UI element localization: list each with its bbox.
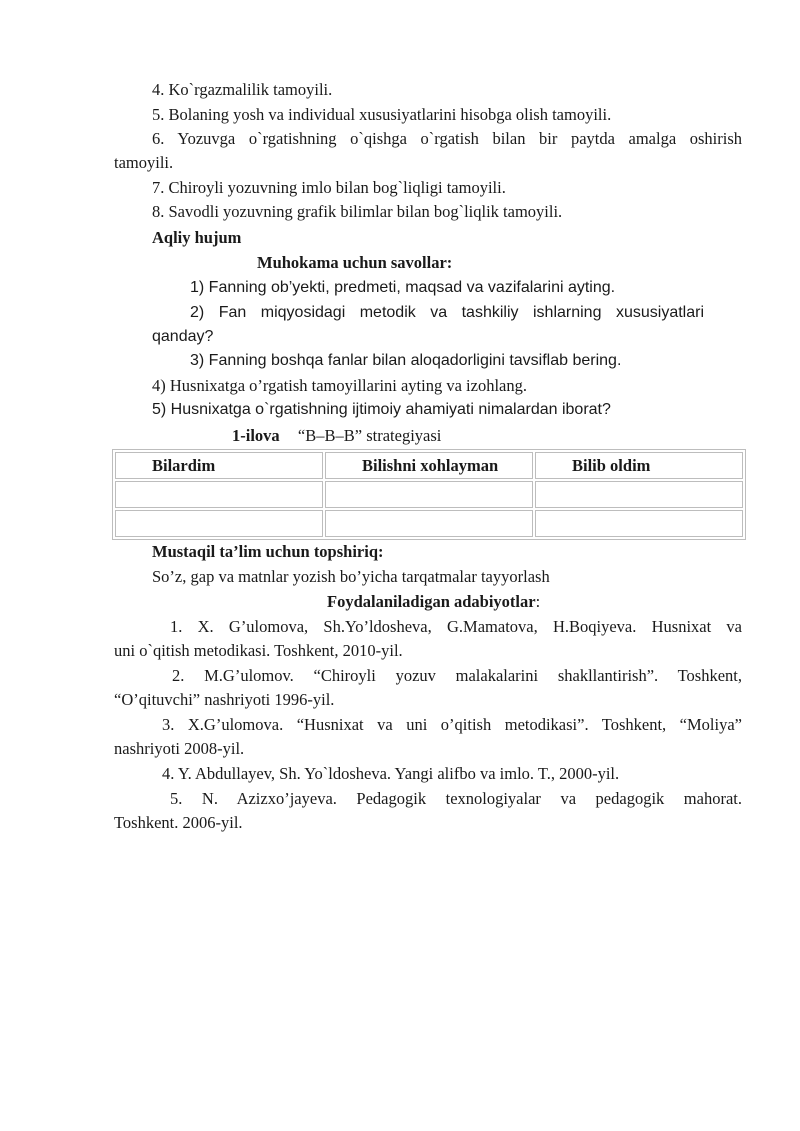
table-cell <box>115 510 323 537</box>
aqliy-hujum-heading: Aqliy hujum <box>152 228 242 247</box>
table-cell <box>535 481 743 508</box>
table-header-row <box>115 452 743 479</box>
principle-6-cont: tamoyili. <box>114 153 174 172</box>
mustaqil-text: So’z, gap va matnlar yozish bo’yicha tarqatmalar tayyorlash <box>152 567 550 586</box>
principle-8: 8. Savodli yozuvning grafik bilimlar bilan bog`liqlik tamoyili. <box>152 202 563 221</box>
header-bilishni-xohlayman: Bilishni xohlayman <box>325 452 533 479</box>
ilova-title: “B–B–B” strategiyasi <box>297 426 442 445</box>
ilova-line <box>232 426 441 446</box>
question-4: 4) Husnixatga o’rgatish tamoyillarini ayting va izohlang. <box>152 376 527 395</box>
references-heading-colon: : <box>535 592 541 611</box>
ilova-label: 1-ilova <box>232 426 280 445</box>
question-2: 2) Fan miqyosidagi metodik va tashkiliy ishlarning xususiyatlari <box>190 304 704 321</box>
reference-3-cont: nashriyoti 2008-yil. <box>114 739 245 758</box>
header-bilib-oldim: Bilib oldim <box>535 452 743 479</box>
reference-1-cont: uni o`qitish metodikasi. Toshkent, 2010-yil. <box>114 641 403 660</box>
reference-4: 4. Y. Abdullayev, Sh. Yo`ldosheva. Yangi alifbo va imlo. T., 2000-yil. <box>162 764 620 783</box>
references-heading: Foydalaniladigan adabiyotlar <box>327 592 536 611</box>
question-1: 1) Fanning ob’yekti, predmeti, maqsad va vazifalarini ayting. <box>190 279 616 296</box>
table-row <box>115 481 743 508</box>
table-cell <box>535 510 743 537</box>
principle-6: 6. Yozuvga o`rgatishning o`qishga o`rgatish bilan bir paytda amalga oshirish <box>152 129 742 148</box>
table-cell <box>115 481 323 508</box>
table-cell <box>325 481 533 508</box>
question-3: 3) Fanning boshqa fanlar bilan aloqadorligini tavsiflab bering. <box>190 352 622 369</box>
table-cell <box>325 510 533 537</box>
reference-5: 5. N. Azizxo’jayeva. Pedagogik texnologiyalar va pedagogik mahorat. <box>170 789 742 808</box>
reference-3: 3. X.G’ulomova. “Husnixat va uni o’qitish metodikasi”. Toshkent, “Moliya” <box>162 715 742 734</box>
references-heading-line <box>327 592 540 612</box>
principle-4: 4. Ko`rgazmalilik tamoyili. <box>152 80 333 99</box>
questions-heading: Muhokama uchun savollar: <box>257 253 453 272</box>
principle-7: 7. Chiroyli yozuvning imlo bilan bog`liqligi tamoyili. <box>152 178 506 197</box>
reference-2: 2. M.G’ulomov. “Chiroyli yozuv malakalarini shakllantirish”. Toshkent, <box>172 666 742 685</box>
table-row <box>115 510 743 537</box>
reference-2-cont: “O’qituvchi” nashriyoti 1996-yil. <box>114 690 335 709</box>
question-5: 5) Husnixatga o`rgatishning ijtimoiy ahamiyati nimalardan iborat? <box>152 401 611 418</box>
question-2-cont: qanday? <box>152 328 214 345</box>
reference-1: 1. X. G’ulomova, Sh.Yo’ldosheva, G.Mamatova, H.Boqiyeva. Husnixat va <box>170 617 742 636</box>
principle-5: 5. Bolaning yosh va individual xususiyatlarini hisobga olish tamoyili. <box>152 105 612 124</box>
header-bilardim: Bilardim <box>115 452 323 479</box>
reference-5-cont: Toshkent. 2006-yil. <box>114 813 243 832</box>
bbb-table <box>112 449 746 540</box>
mustaqil-heading: Mustaqil ta’lim uchun topshiriq: <box>152 542 384 561</box>
